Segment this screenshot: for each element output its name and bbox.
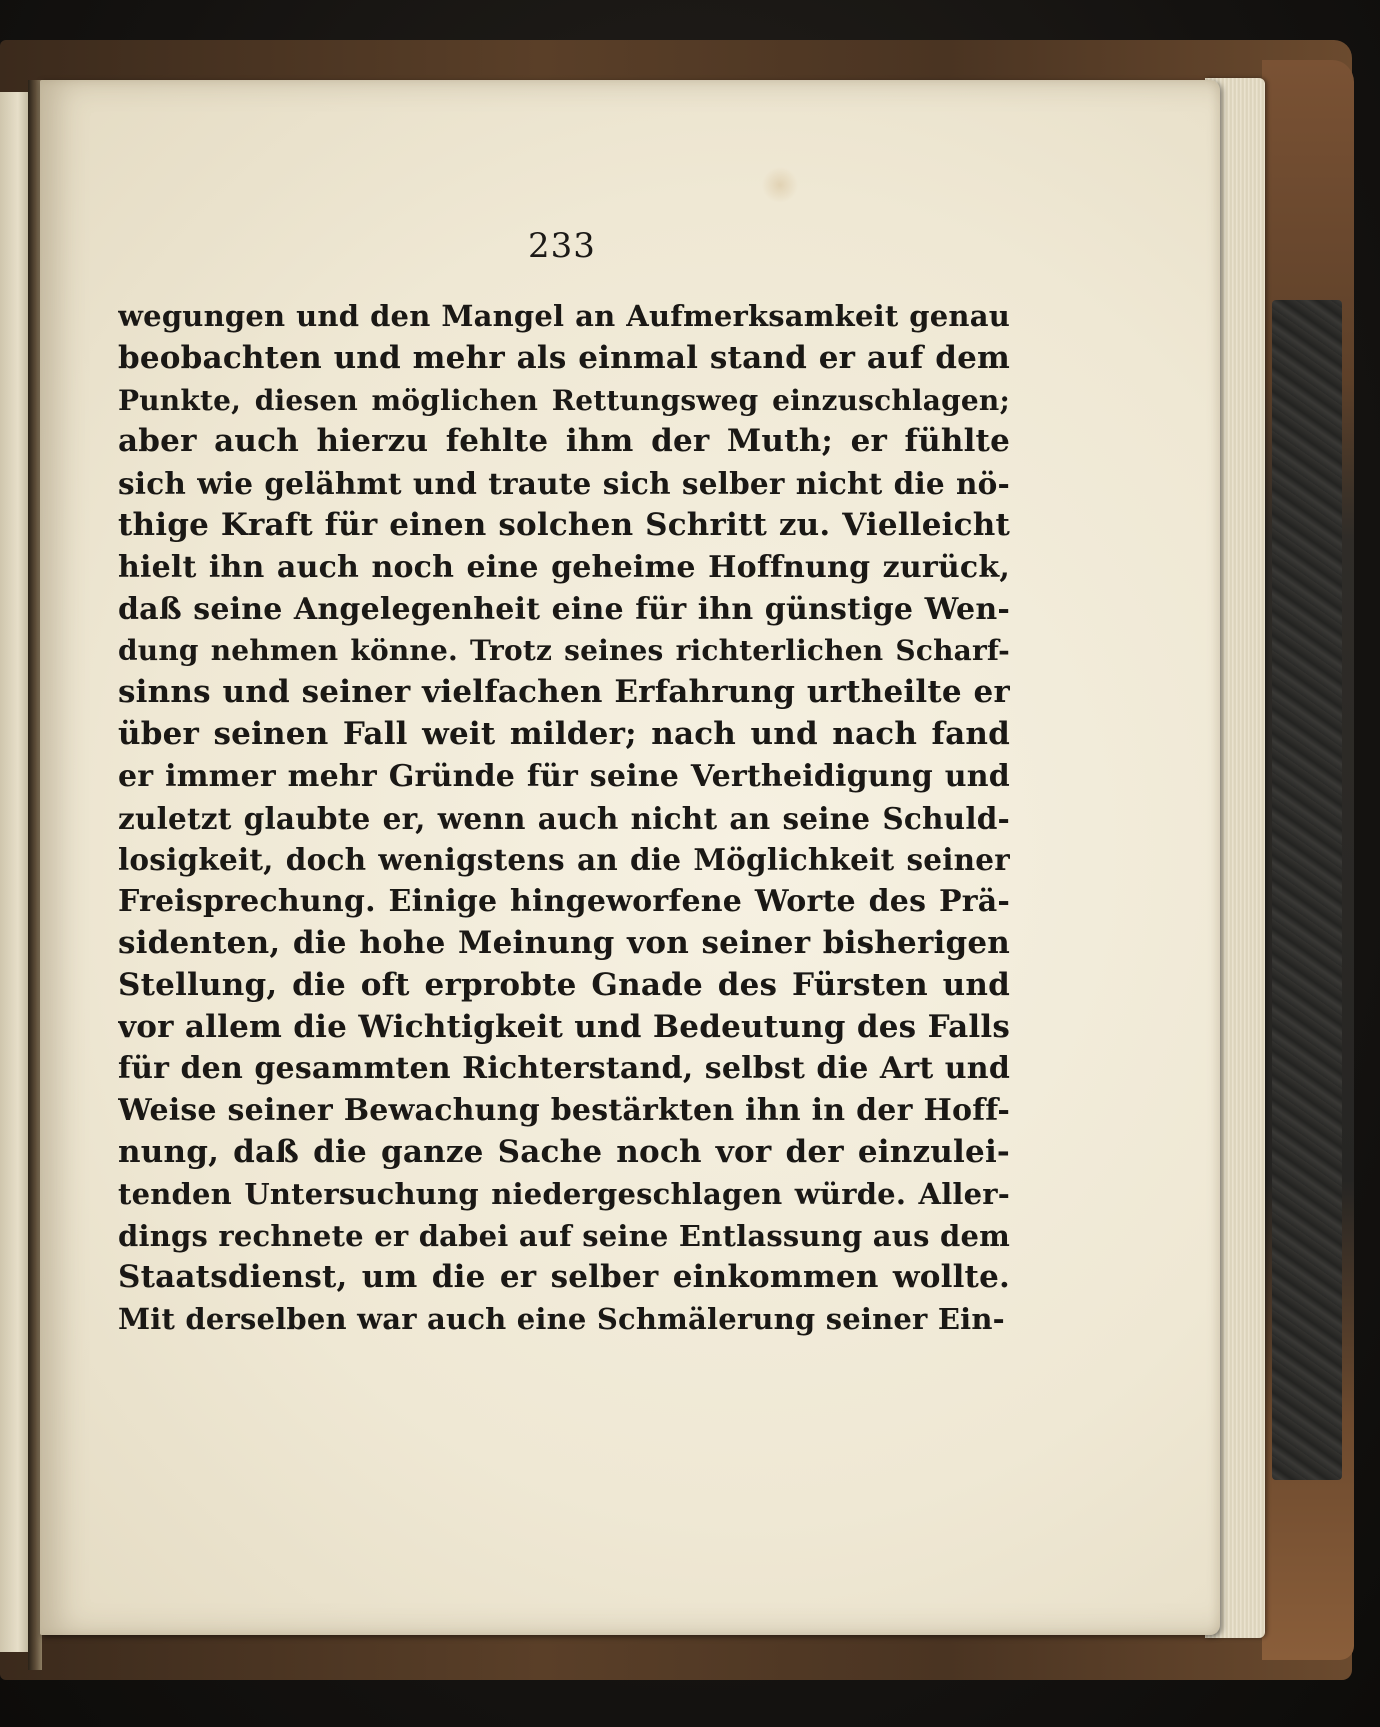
text-line: sidenten, die hohe Meinung von seiner bisherigen [118, 924, 1010, 961]
page-number: 233 [528, 226, 596, 266]
text-line: thige Kraft für einen solchen Schritt zu. Vielleicht [118, 506, 1010, 543]
text-line: aber auch hierzu fehlte ihm der Muth; er fühlte [118, 423, 1010, 460]
text-line: hielt ihn auch noch eine geheime Hoffnung zurück, [118, 549, 1010, 585]
text-line: Staatsdienst, um die er selber einkommen wollte. [118, 1259, 1010, 1296]
text-line: beobachten und mehr als einmal stand er auf dem [118, 339, 1010, 376]
text-line: Weise seiner Bewachung bestärkten ihn in der Hoff- [118, 1093, 1010, 1129]
previous-page-edge [0, 92, 30, 1652]
page-body-text [118, 296, 1010, 1341]
text-line: dings rechnete er dabei auf seine Entlassung aus dem [118, 1218, 1010, 1253]
cover-edge [1262, 60, 1354, 1660]
text-line: dung nehmen könne. Trotz seines richterlichen Scharf- [118, 634, 1010, 668]
text-line: er immer mehr Gründe für seine Vertheidigung und [118, 758, 1010, 794]
marbled-board [1272, 300, 1342, 1480]
text-line: Mit derselben war auch eine Schmälerung seiner Ein- [118, 1302, 1005, 1337]
text-line: Freisprechung. Einige hingeworfene Worte des Prä- [118, 884, 1010, 920]
text-line: daß seine Angelegenheit eine für ihn günstige Wen- [118, 591, 1010, 627]
text-line: Stellung, die oft erprobte Gnade des Fürsten und [118, 966, 1010, 1003]
text-line: wegungen und den Mangel an Aufmerksamkeit genau [118, 299, 1010, 333]
text-line: Punkte, diesen möglichen Rettungsweg einzuschlagen; [118, 383, 1010, 417]
text-line: für den gesammten Richterstand, selbst die Art und [118, 1051, 1010, 1087]
text-line: losigkeit, doch wenigstens an die Möglichkeit seiner [118, 842, 1010, 878]
text-line: über seinen Fall weit milder; nach und nach fand [118, 715, 1010, 752]
text-line: vor allem die Wichtigkeit und Bedeutung des Falls [118, 1008, 1010, 1045]
text-line: tenden Untersuchung niedergeschlagen würde. Aller- [118, 1176, 1010, 1211]
text-line: zuletzt glaubte er, wenn auch nicht an seine Schuld- [118, 800, 1010, 836]
text-line: nung, daß die ganze Sache noch vor der einzulei- [118, 1133, 1010, 1170]
text-line: sich wie gelähmt und traute sich selber nicht die nö- [118, 466, 1010, 502]
text-line: sinns und seiner vielfachen Erfahrung urtheilte er [118, 674, 1010, 711]
